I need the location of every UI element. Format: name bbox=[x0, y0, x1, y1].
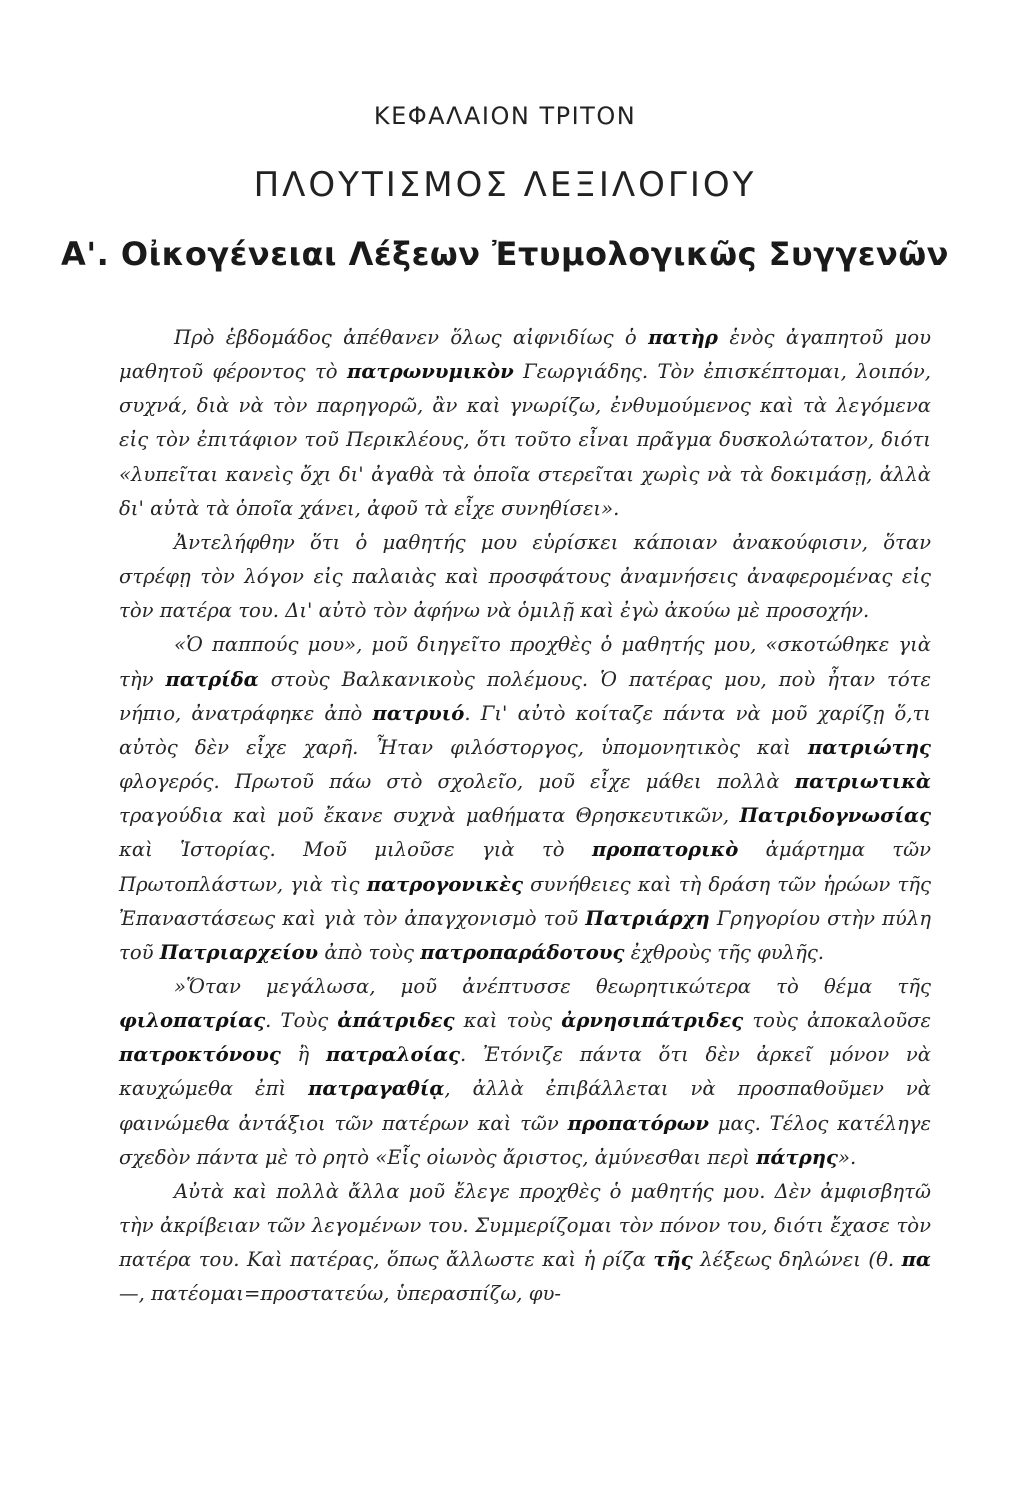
text-run: στοὺς Βαλκανικοὺς πολέμους. Ὁ πατέρας μου, ποὺ ἦταν τότε νήπιο, ἀνατράφηκε ἀπὸ bbox=[119, 667, 932, 725]
text-run: λέξεως δηλώνει (θ. bbox=[692, 1248, 902, 1272]
text-run: ἐχθροὺς τῆς φυλῆς. bbox=[624, 940, 825, 964]
key-word: τῆς bbox=[653, 1248, 693, 1272]
key-word: προπατορικὸ bbox=[591, 838, 739, 862]
paragraph bbox=[119, 970, 931, 1175]
key-word: πάτρης bbox=[756, 1145, 838, 1169]
key-word: πατρίδα bbox=[165, 667, 259, 691]
text-run: φλογερός. Πρωτοῦ πάω στὸ σχολεῖο, μοῦ εἶχε μάθει πολλὰ bbox=[119, 770, 795, 794]
text-run: ἀπὸ τοὺς bbox=[318, 940, 421, 964]
key-word: πατριώτης bbox=[807, 735, 931, 759]
text-run: . Τοὺς bbox=[265, 1009, 338, 1033]
text-run: , ἀλλὰ ἐπιβάλλεται νὰ προσπαθοῦμεν νὰ φαινώμεθα ἀντάξιοι τῶν πατέρων καὶ τῶν bbox=[119, 1077, 931, 1135]
text-run: μας. Τέλος κατέληγε σχεδὸν πάντα μὲ τὸ ρητὸ «Εἷς οἰωνὸς ἄριστος, ἀμύνεσθαι περὶ bbox=[119, 1111, 931, 1169]
chapter-title: ΠΛΟΥΤΙΣΜΟΣ ΛΕΞΙΛΟΓΙΟΥ bbox=[253, 165, 757, 205]
text-run: »Ὅταν μεγάλωσα, μοῦ ἀνέπτυσσε θεωρητικώτερα τὸ θέμα τῆς bbox=[174, 974, 931, 998]
text-run: . Γι' αὐτὸ κοίταζε πάντα νὰ μοῦ χαρίζῃ ὅ,τι αὐτὸς δὲν εἶχε χαρῆ. Ἦταν φιλόστοργος, ὑπομονητικὸς καὶ bbox=[119, 701, 931, 759]
key-word: πατραγαθίᾳ bbox=[308, 1077, 445, 1101]
text-run: Πρὸ ἑβδομάδος ἀπέθανεν ὅλως αἰφνιδίως ὁ bbox=[174, 326, 649, 349]
key-word: προπατόρων bbox=[567, 1111, 709, 1135]
text-run: καὶ τοὺς bbox=[454, 1009, 562, 1033]
text-run: συνήθειες καὶ τὴ δράση τῶν ἡρώων τῆς Ἐπαναστάσεως καὶ γιὰ τὸν ἀπαγχονισμὸ τοῦ bbox=[119, 872, 931, 930]
key-word: πατροκτόνους bbox=[119, 1043, 281, 1067]
key-word: φιλοπατρίας bbox=[119, 1009, 266, 1033]
text-run: Αὐτὰ καὶ πολλὰ ἄλλα μοῦ ἔλεγε προχθὲς ὁ μαθητής μου. Δὲν ἀμφισβητῶ τὴν ἀκρίβειαν τῶν λεγομένων του. Συμμερίζομαι τὸν πόνον του, διότι ἔχασε τὸν πατέρα του. Καὶ πατέρας, ὅπως ἄλλωστε καὶ ἡ ρίζα bbox=[119, 1179, 931, 1272]
section-title: Α'. Οἰκογένειαι Λέξεων Ἐτυμολογικῶς Συγγενῶν bbox=[61, 235, 949, 273]
paragraph bbox=[119, 321, 931, 526]
text-run: τραγούδια καὶ μοῦ ἔκανε συχνὰ μαθήματα Θρησκευτικῶν, bbox=[119, 804, 740, 828]
key-word: Πατριάρχη bbox=[585, 906, 710, 930]
text-run: —, πατέομαι=προστατεύω, ὑπερασπίζω, φυ- bbox=[119, 1282, 562, 1306]
chapter-label: ΚΕΦΑΛΑΙΟΝ ΤΡΙΤΟΝ bbox=[373, 102, 637, 130]
text-run: Γρηγορίου στὴν πύλη τοῦ bbox=[119, 906, 932, 964]
key-word: Πατριδογνωσίας bbox=[739, 804, 931, 828]
key-word: πα bbox=[901, 1248, 932, 1272]
body-text bbox=[119, 321, 931, 1312]
paragraph bbox=[119, 1175, 931, 1312]
text-run: Ἀντελήφθην ὅτι ὁ μαθητής μου εὑρίσκει κάποιαν ἀνακούφισιν, ὅταν στρέφῃ τὸν λόγον εἰς παλαιὰς καὶ προσφάτους ἀναμνήσεις ἀναφερομένας εἰς τὸν πατέρα του. Δι' αὐτὸ τὸν ἀφήνω νὰ ὁμιλῇ καὶ ἐγὼ ἀκούω μὲ προσοχήν. bbox=[119, 530, 931, 623]
text-run: «Ὁ παππούς μου», μοῦ διηγεῖτο προχθὲς ὁ μαθητής μου, «σκοτώθηκε γιὰ τὴν bbox=[119, 633, 931, 691]
key-word: πατραλοίας bbox=[326, 1043, 461, 1067]
text-run: . Ἐτόνιζε πάντα ὅτι δὲν ἀρκεῖ μόνον νὰ καυχώμεθα ἐπὶ bbox=[119, 1043, 931, 1101]
text-run: Γεωργιάδης. Τὸν ἐπισκέπτομαι, λοιπόν, συχνά, διὰ νὰ τὸν παρηγορῶ, ἂν καὶ γνωρίζω, ἐνθυμούμενος καὶ τὰ λεγόμενα εἰς τὸν ἐπιτάφιον τοῦ Περικλέους, ὅτι τοῦτο εἶναι πρᾶγμα δυσκολώτατον, διότι «λυπεῖται κανεὶς ὄχι δι' ἀγαθὰ τὰ ὁποῖα στερεῖται χωρὶς νὰ τὰ δοκιμάσῃ, ἀλλὰ δι' αὐτὰ τὰ ὁποῖα χάνει, ἀφοῦ τὰ εἶχε συνηθίσει». bbox=[119, 360, 931, 520]
text-run: ». bbox=[837, 1145, 857, 1169]
key-word: Πατριαρχείου bbox=[159, 940, 319, 964]
key-word: πατρωνυμικὸν bbox=[347, 360, 514, 384]
text-run: ἢ bbox=[280, 1043, 326, 1067]
text-run: τοὺς ἀποκαλοῦσε bbox=[743, 1009, 931, 1033]
key-word: πατροπαράδοτους bbox=[420, 940, 625, 964]
key-word: πατριωτικὰ bbox=[794, 770, 931, 794]
paragraph bbox=[119, 628, 931, 970]
key-word: πατρυιό bbox=[372, 701, 465, 725]
key-word: ἀπάτριδες bbox=[337, 1009, 455, 1033]
paragraph bbox=[119, 526, 931, 628]
text-run: καὶ Ἱστορίας. Μοῦ μιλοῦσε γιὰ τὸ bbox=[119, 838, 592, 862]
text-run: ἑνὸς ἀγαπητοῦ μου μαθητοῦ φέροντος τὸ bbox=[119, 326, 931, 384]
key-word: πατρογονικὲς bbox=[366, 872, 524, 896]
text-run: ἁμάρτημα τῶν Πρωτοπλάστων, γιὰ τὶς bbox=[119, 838, 931, 896]
key-word: ἀρνησιπάτριδες bbox=[561, 1009, 744, 1033]
key-word: πατὴρ bbox=[648, 326, 718, 349]
